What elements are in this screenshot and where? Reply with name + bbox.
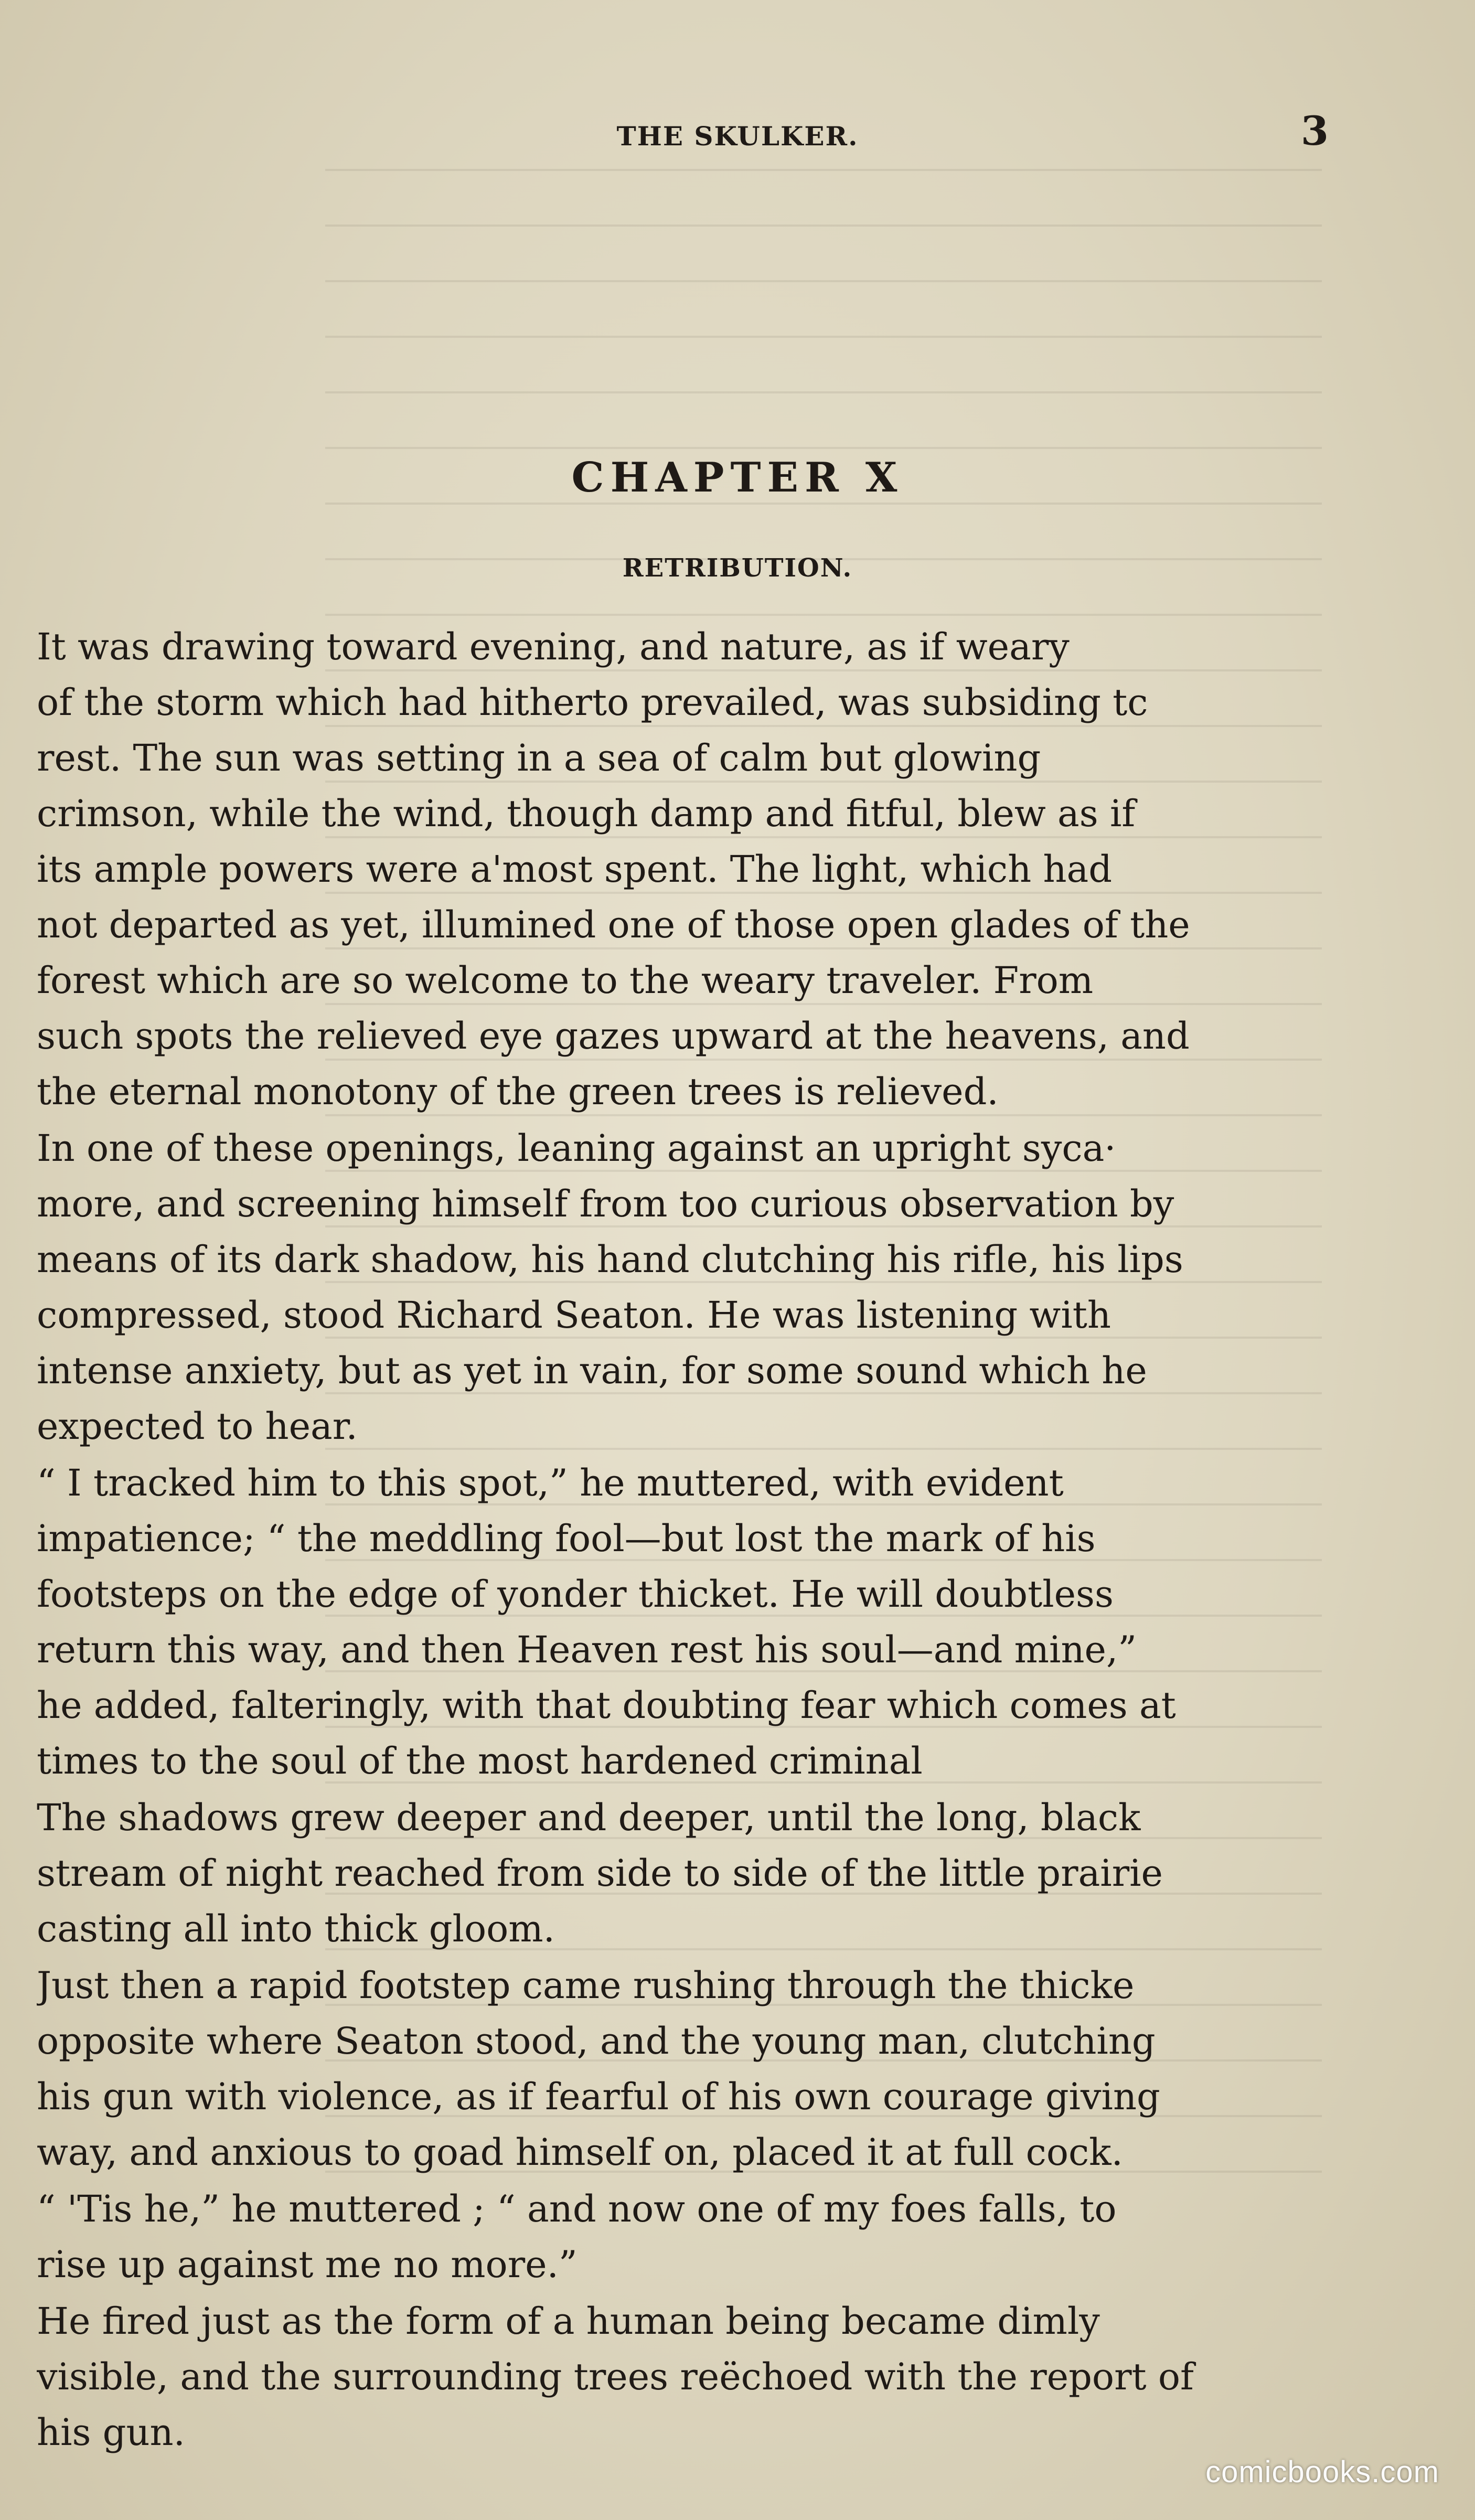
text-line: The shadows grew deeper and deeper, until the long, black — [37, 1796, 1141, 1839]
page-number: 3 — [1301, 108, 1329, 154]
text-line: the eternal monotony of the green trees is relieved. — [37, 1070, 999, 1113]
text-line: times to the soul of the most hardened criminal — [37, 1739, 923, 1782]
text-line: impatience; “ the meddling fool—but lost the mark of his — [37, 1517, 1096, 1560]
text-line: he added, falteringly, with that doubting fear which comes at — [37, 1684, 1176, 1727]
text-line: In one of these openings, leaning against an upright syca· — [37, 1127, 1116, 1170]
text-line: of the storm which had hitherto prevailed, was subsiding tc — [37, 681, 1148, 724]
running-head: THE SKULKER. — [616, 121, 859, 152]
body-text — [37, 619, 1359, 2460]
text-line: compressed, stood Richard Seaton. He was listening with — [37, 1294, 1111, 1337]
text-line: It was drawing toward evening, and nature, as if weary — [37, 625, 1070, 668]
text-line: forest which are so welcome to the weary traveler. From — [37, 959, 1094, 1002]
text-line: such spots the relieved eye gazes upward at the heavens, and — [37, 1015, 1190, 1058]
watermark: comicbooks.com — [1205, 2455, 1439, 2489]
text-line: He fired just as the form of a human being became dimly — [37, 2300, 1100, 2343]
text-line: rise up against me no more.” — [37, 2243, 578, 2286]
text-line: stream of night reached from side to side of the little prairie — [37, 1852, 1163, 1895]
text-line: means of its dark shadow, his hand clutching his rifle, his lips — [37, 1238, 1183, 1281]
text-line: return this way, and then Heaven rest his soul—and mine,” — [37, 1628, 1137, 1671]
text-line: crimson, while the wind, though damp and fitful, blew as if — [37, 792, 1136, 835]
text-line: rest. The sun was setting in a sea of calm but glowing — [37, 736, 1041, 780]
text-line: Just then a rapid footstep came rushing through the thicke — [37, 1964, 1135, 2007]
text-line: “ 'Tis he,” he muttered ; “ and now one of my foes falls, to — [37, 2187, 1117, 2230]
text-line: not departed as yet, illumined one of those open glades of the — [37, 903, 1190, 946]
text-line: its ample powers were a'most spent. The light, which had — [37, 848, 1113, 891]
chapter-subtitle: RETRIBUTION. — [622, 553, 853, 583]
text-line: visible, and the surrounding trees reëchoed with the report of — [37, 2355, 1194, 2398]
text-line: “ I tracked him to this spot,” he muttered, with evident — [37, 1461, 1064, 1504]
text-line: his gun. — [37, 2411, 185, 2454]
text-line: intense anxiety, but as yet in vain, for some sound which he — [37, 1349, 1147, 1392]
text-line: casting all into thick gloom. — [37, 1907, 555, 1950]
text-line: expected to hear. — [37, 1405, 358, 1448]
text-line: his gun with violence, as if fearful of his own courage giving — [37, 2075, 1160, 2118]
text-line: opposite where Seaton stood, and the young man, clutching — [37, 2020, 1156, 2063]
text-line: footsteps on the edge of yonder thicket. He will doubtless — [37, 1573, 1114, 1616]
text-line: more, and screening himself from too curious observation by — [37, 1182, 1174, 1225]
chapter-title: CHAPTER X — [571, 454, 904, 501]
text-line: way, and anxious to goad himself on, placed it at full cock. — [37, 2131, 1123, 2174]
